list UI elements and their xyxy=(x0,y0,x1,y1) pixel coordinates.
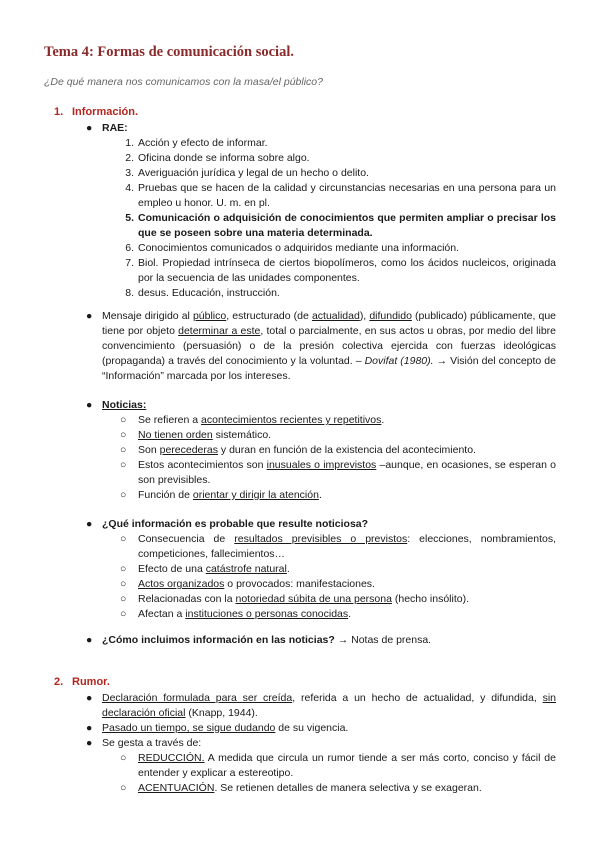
list-item: 8. desus. Educación, instrucción. xyxy=(125,287,280,299)
rumor-duda-text: Pasado un tiempo, se sigue dudando de su vigencia. xyxy=(102,722,349,734)
bullet-dot: ● xyxy=(86,692,93,704)
rumor-mechanisms-list xyxy=(118,751,556,796)
bullet-probable-noticiosa xyxy=(86,517,556,532)
list-item: 6. Conocimientos comunicados o adquiridos mediante una información. xyxy=(125,242,460,254)
section-heading-rumor xyxy=(54,676,110,688)
rae-definitions-list xyxy=(118,136,556,301)
section-heading-informacion xyxy=(54,106,138,118)
section-label: Información. xyxy=(72,106,139,118)
incluimos-text: ¿Cómo incluimos información en las noticias? → Notas de prensa. xyxy=(102,634,432,646)
bullet-rumor-gesta xyxy=(86,736,556,751)
bullet-dot: ● xyxy=(86,634,93,646)
bullet-incluimos xyxy=(86,633,556,648)
rumor-definition-text: Declaración formulada para ser creída, referida a un hecho de actualidad, y difundida, sin declaración oficial (Knapp, 1944). xyxy=(102,692,557,719)
list-item: ○ Efecto de una catástrofe natural. xyxy=(120,563,290,575)
bullet-dot: ● xyxy=(86,518,93,530)
list-item: 2. Oficina donde se informa sobre algo. xyxy=(125,152,310,164)
list-item: ○ Consecuencia de resultados previsibles o previstos: elecciones, nombramientos, competiciones, fallecimientos… xyxy=(120,533,557,560)
page-title: Tema 4: Formas de comunicación social. xyxy=(44,44,294,60)
list-item-highlighted: 5. Comunicación o adquisición de conocimientos que permiten ampliar o precisar los que se poseen sobre una materia determinada. xyxy=(125,212,556,239)
page-subtitle: ¿De qué manera nos comunicamos con la masa/el público? xyxy=(44,76,323,88)
section-label: Rumor. xyxy=(72,676,110,688)
list-item: 3. Averiguación jurídica y legal de un hecho o delito. xyxy=(125,167,369,179)
list-item: ○ Afectan a instituciones o personas conocidas. xyxy=(120,608,352,620)
list-item: ○ REDUCCIÓN. A medida que circula un rumor tiende a ser más corto, conciso y fácil de entender y explicar a estereotipo. xyxy=(120,752,556,779)
bullet-rae xyxy=(86,121,556,136)
bullet-dot: ● xyxy=(86,122,93,134)
bullet-dot: ● xyxy=(86,310,93,322)
list-item: ○ Se refieren a acontecimientos recientes y repetitivos. xyxy=(120,414,385,426)
list-item: ○ ACENTUACIÓN. Se retienen detalles de manera selectiva y se exageran. xyxy=(120,782,482,794)
list-item: ○ Actos organizados o provocados: manifestaciones. xyxy=(120,578,375,590)
dovifat-paragraph: Mensaje dirigido al público, estructurado (de actualidad), difundido (publicado) públicamente, que tiene por objeto determinar a este, total o parcialmente, en sus actos u obras, por medio del libre convencimiento (persuasión) o de la presión colectiva ejercida con fuerzas ideológicas (propaganda) a través del conocimiento y la voluntad. – Dovifat (1980). → Visión del concepto de “Información” marcada por los intereses. xyxy=(102,310,557,382)
probable-list xyxy=(118,532,556,622)
list-item: ○ Estos acontecimientos son inusuales o imprevistos –aunque, en ocasiones, se esperan o son previsibles. xyxy=(120,459,556,486)
section-number: 1. xyxy=(54,106,64,118)
probable-label: ¿Qué información es probable que resulte noticiosa? xyxy=(102,518,369,530)
bullet-dovifat-definition xyxy=(86,309,556,384)
list-item: ○ Relacionadas con la notoriedad súbita de una persona (hecho insólito). xyxy=(120,593,469,605)
list-item: 4. Pruebas que se hacen de la calidad y circunstancias necesarias en una persona para un empleo u honor. U. m. en pl. xyxy=(125,182,556,209)
rae-label: RAE: xyxy=(102,122,128,134)
noticias-label: Noticias: xyxy=(102,399,147,411)
bullet-dot: ● xyxy=(86,399,93,411)
list-item: 1. Acción y efecto de informar. xyxy=(125,137,268,149)
noticias-list xyxy=(118,413,556,503)
bullet-dot: ● xyxy=(86,722,93,734)
bullet-noticias xyxy=(86,398,556,413)
list-item: ○ No tienen orden sistemático. xyxy=(120,429,272,441)
list-item: 7. Biol. Propiedad intrínseca de ciertos biopolímeros, como los ácidos nucleicos, originada por la secuencia de las unidades componentes. xyxy=(125,257,556,284)
section-number: 2. xyxy=(54,676,64,688)
bullet-rumor-duda xyxy=(86,721,556,736)
bullet-dot: ● xyxy=(86,737,93,749)
list-item: ○ Función de orientar y dirigir la atención. xyxy=(120,489,322,501)
list-item: ○ Son perecederas y duran en función de la existencia del acontecimiento. xyxy=(120,444,476,456)
rumor-gesta-text: Se gesta a través de: xyxy=(102,737,202,749)
bullet-rumor-definition xyxy=(86,691,556,721)
